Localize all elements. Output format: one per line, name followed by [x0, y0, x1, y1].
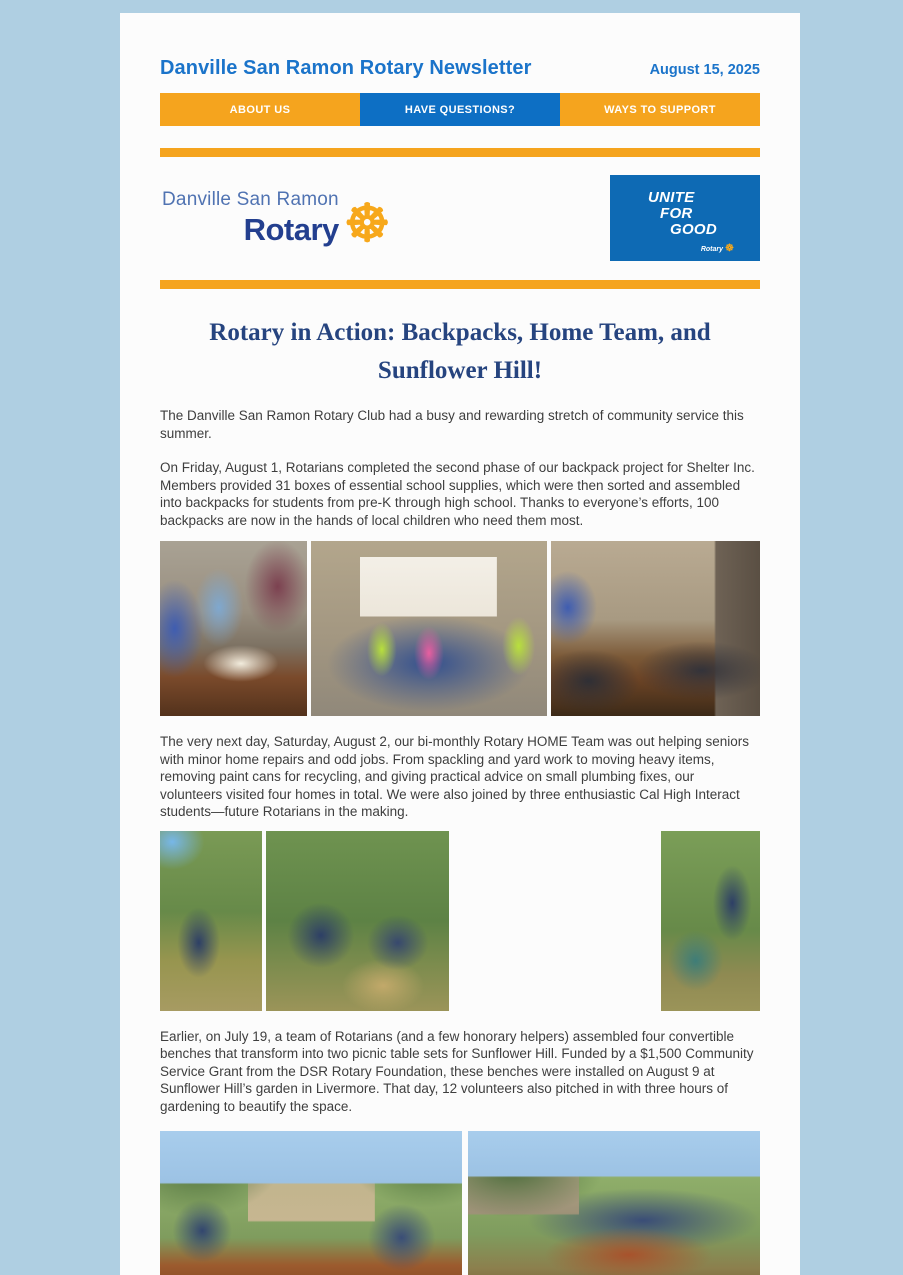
banner-line-unite: UNITE — [648, 189, 695, 206]
nav-ways-to-support-button[interactable]: WAYS TO SUPPORT — [560, 93, 760, 126]
newsletter-title: Danville San Ramon Rotary Newsletter — [160, 57, 532, 79]
photo-planting-tree — [453, 831, 656, 1011]
photo-collage-backpacks — [160, 541, 760, 716]
banner-rotary-label: Rotary — [700, 245, 724, 253]
rotary-wheel-mini-icon: ☸ — [725, 243, 734, 254]
photo-under-tree — [266, 831, 449, 1011]
nav-about-us-button[interactable]: ABOUT US — [160, 93, 360, 126]
photo-group-with-backpacks — [311, 541, 547, 716]
newsletter-card — [120, 13, 800, 1275]
photo-backpacks-on-tables — [551, 541, 760, 716]
logo-rotary-wordmark: Rotary — [243, 211, 339, 247]
banner-line-for: FOR — [660, 205, 693, 222]
photo-sorting-supplies — [160, 541, 307, 716]
nav-have-questions-button[interactable]: HAVE QUESTIONS? — [360, 93, 560, 126]
divider-orange-bottom — [160, 280, 760, 289]
newsletter-date: August 15, 2025 — [649, 62, 760, 78]
divider-orange-top — [160, 148, 760, 157]
banner-rotary-mark — [701, 244, 734, 254]
rotary-wheel-icon: ☸ — [343, 194, 391, 253]
paragraph-home-team: The very next day, Saturday, August 2, our bi-monthly Rotary HOME Team was out helping seniors with minor home repairs and odd jobs. From spackling and yard work to moving heavy items, removing paint cans for recycling, and giving practical advice on small plumbing fixes, our volunteers visited four homes in total. We were also joined by three enthusiastic Cal High Interact students—future Rotarians in the making. — [160, 734, 750, 819]
banner-line-good: GOOD — [670, 221, 718, 238]
paragraph-intro: The Danville San Ramon Rotary Club had a busy and rewarding stretch of community service this summer. — [160, 408, 744, 441]
photo-wheelbarrow — [661, 831, 760, 1011]
unite-for-good-banner — [610, 175, 760, 261]
nav-bar — [160, 93, 760, 126]
photo-picnic-table-group — [468, 1131, 760, 1275]
paragraph-sunflower-hill: Earlier, on July 19, a team of Rotarians (and a few honorary helpers) assembled four convertible benches that transform into two picnic table sets for Sunflower Hill. Funded by a $1,500 Community Service Grant from the DSR Rotary Foundation, these benches were installed on August 9 at Sunflower Hill’s garden in Livermore. That day, 12 volunteers also pitched in with three hours of gardening to beautify the space. — [160, 1028, 754, 1114]
club-logo — [160, 188, 391, 253]
logo-row — [160, 175, 760, 261]
article-headline: Rotary in Action: Backpacks, Home Team, and Sunflower Hill! — [209, 319, 711, 384]
photo-greenhouse-bench — [160, 1131, 462, 1275]
photo-yard-work — [160, 831, 262, 1011]
logo-club-name: Danville San Ramon — [162, 188, 339, 210]
newsletter-header — [160, 13, 760, 80]
paragraph-backpack-project: On Friday, August 1, Rotarians completed the second phase of our backpack project for Shelter Inc. Members provided 31 boxes of essential school supplies, which were then sorted and assembled into backpacks for students from pre-K through high school. Thanks to everyone’s efforts, 100 backpacks are now in the hands of local children who need them most. — [160, 460, 755, 528]
photo-collage-sunflower-hill — [160, 1131, 760, 1275]
photo-collage-home-team — [160, 831, 760, 1011]
